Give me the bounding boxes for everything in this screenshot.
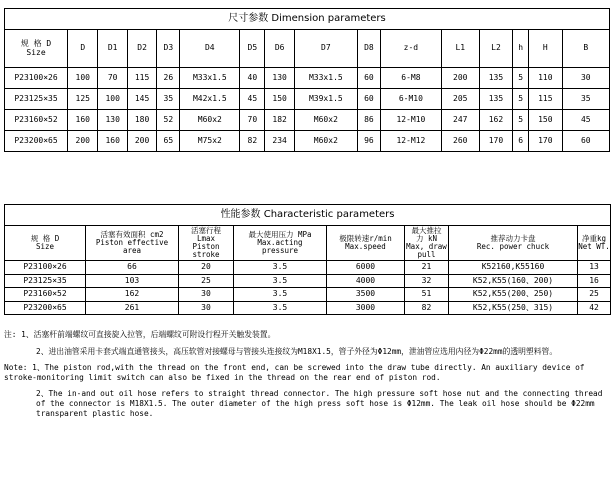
table-cell: 35 [562,89,609,110]
table-cell: K52,K55(160、200) [449,274,578,288]
table-row [5,68,610,89]
table-cell: 3000 [327,301,405,315]
table-cell: 6-M10 [380,89,441,110]
table-cell: 60 [562,131,609,152]
note-zh-2: 2、进出油管采用卡套式端直通管接头，高压软管对接螺母与管接头连接纹为M18X1.5，管子外径为Φ12mm，泄油管应选用内径为Φ22mm的透明塑料管。 [36,347,558,356]
table-cell: 12-M12 [380,131,441,152]
table-cell: 6-M8 [380,68,441,89]
speed-header: 极限转速r/min Max.speed [327,226,405,261]
pressure-header: 最大使用压力 MPa Max.acting pressure [234,226,327,261]
col-header: L2 [479,30,513,68]
table-cell: 5 [513,110,529,131]
table-cell: M75x2 [180,131,240,152]
table-cell: 32 [405,274,449,288]
table-cell: 45 [240,89,265,110]
table-cell: 260 [441,131,479,152]
table-cell: 5 [513,89,529,110]
table-cell: 12-M10 [380,110,441,131]
note-en-2: 2、The in-and out oil hose refers to straight thread connector. The high pressure soft hose nut and the connecting thread of the connector is M18X1.5. The outer diameter of the high press soft hose is Φ12mm. The leak oil hose should be Φ22mm transparent plastic hose. [36,389,603,418]
table-cell: 110 [529,68,563,89]
table-cell: 115 [127,68,156,89]
table-cell: 82 [405,301,449,315]
table-cell: 3.5 [234,274,327,288]
table-cell: M60x2 [180,110,240,131]
col-header: h [513,30,529,68]
table-cell: 160 [68,110,98,131]
table-cell: 30 [179,288,234,302]
table-cell: 200 [441,68,479,89]
table-cell: 96 [357,131,380,152]
table-cell: 70 [98,68,127,89]
table-cell: M60x2 [294,110,357,131]
table-cell: 4000 [327,274,405,288]
table-cell: 135 [479,68,513,89]
table-cell: 182 [265,110,294,131]
table-cell: 200 [127,131,156,152]
net-weight-header: 净重kg Net WT. [578,226,611,261]
table-row [5,110,610,131]
table-cell: M60x2 [294,131,357,152]
size-cell: P23100×26 [5,68,68,89]
table-cell: 162 [479,110,513,131]
col-header: D7 [294,30,357,68]
size-cell: P23125×35 [5,89,68,110]
table-cell: 60 [357,68,380,89]
size-header: 规 格 D Size [5,30,68,68]
table-cell: 35 [157,89,180,110]
table-cell: M42x1.5 [180,89,240,110]
table-cell: 150 [265,89,294,110]
col-header: B [562,30,609,68]
table-cell: 51 [405,288,449,302]
table-cell: 30 [179,301,234,315]
power-chuck-header: 推荐动力卡盘 Rec. power chuck [449,226,578,261]
table-cell: 103 [86,274,179,288]
size-cell: P23125×35 [5,274,86,288]
table-cell: 170 [529,131,563,152]
piston-area-header: 活塞有效面积 cm2 Piston effective area [86,226,179,261]
table-cell: K52160,K55160 [449,261,578,275]
table-cell: 130 [265,68,294,89]
table-cell: 26 [157,68,180,89]
table-row [5,288,611,302]
table-cell: 234 [265,131,294,152]
table-cell: 70 [240,110,265,131]
table-cell: 82 [240,131,265,152]
table-cell: 135 [479,89,513,110]
table-cell: 205 [441,89,479,110]
size-cell: P23200×65 [5,131,68,152]
col-header: D1 [98,30,127,68]
col-header: D3 [157,30,180,68]
performance-table-title: 性能参数 Characteristic parameters [5,205,611,226]
table-cell: 160 [98,131,127,152]
table-cell: 25 [179,274,234,288]
table-cell: 170 [479,131,513,152]
col-header: D6 [265,30,294,68]
table-cell: 115 [529,89,563,110]
table-cell: 16 [578,274,611,288]
dimension-header-row [5,30,610,68]
table-cell: 25 [578,288,611,302]
table-cell: 3.5 [234,288,327,302]
size-cell: P23200×65 [5,301,86,315]
dimension-table-title: 尺寸参数 Dimension parameters [5,9,610,30]
table-cell: 42 [578,301,611,315]
table-cell: 66 [86,261,179,275]
table-cell: K52,K55(250、315) [449,301,578,315]
col-header: z-d [380,30,441,68]
table-cell: K52,K55(200、250) [449,288,578,302]
table-cell: 200 [68,131,98,152]
table-cell: 261 [86,301,179,315]
table-cell: 3.5 [234,261,327,275]
performance-header-row [5,226,611,261]
table-cell: 6000 [327,261,405,275]
table-cell: 100 [98,89,127,110]
table-cell: M33x1.5 [294,68,357,89]
notes-section [4,330,610,419]
table-cell: 125 [68,89,98,110]
table-cell: 5 [513,68,529,89]
table-cell: 3.5 [234,301,327,315]
size-cell: P23160×52 [5,288,86,302]
table-row [5,131,610,152]
dimension-table [4,8,610,152]
table-cell: 20 [179,261,234,275]
table-cell: 162 [86,288,179,302]
table-cell: M33x1.5 [180,68,240,89]
table-cell: 150 [529,110,563,131]
pull-force-header: 最大推拉 力 kN Max, draw pull [406,226,447,259]
col-header: D8 [357,30,380,68]
table-row [5,89,610,110]
table-row [5,261,611,275]
note-en-1: Note: 1、The piston rod,with the thread on the front end, can be screwed into the draw tube directly. An auxiliary device of stroke-monitoring limit switch can also be fixed in the thread on the rear end of piston rod. [4,363,585,382]
col-header: H [529,30,563,68]
size-cell: P23160×52 [5,110,68,131]
note-zh-1: 注: 1、活塞杆前端螺纹可直接旋入拉管，后端螺纹可附设行程开关触发装置。 [4,330,276,339]
table-cell: 21 [405,261,449,275]
table-cell: 45 [562,110,609,131]
table-cell: 13 [578,261,611,275]
size-header: 规 格 D Size [5,226,86,261]
table-cell: 180 [127,110,156,131]
table-cell: 30 [562,68,609,89]
col-header: D [68,30,98,68]
table-row [5,274,611,288]
table-cell: 130 [98,110,127,131]
table-cell: 3500 [327,288,405,302]
table-row [5,301,611,315]
table-cell: 247 [441,110,479,131]
col-header: D5 [240,30,265,68]
table-cell: 65 [157,131,180,152]
table-cell: 52 [157,110,180,131]
table-cell: 40 [240,68,265,89]
size-cell: P23100×26 [5,261,86,275]
table-cell: 86 [357,110,380,131]
col-header: D2 [127,30,156,68]
performance-table [4,204,611,315]
col-header: D4 [180,30,240,68]
table-cell: 60 [357,89,380,110]
stroke-header: 活塞行程 Lmax Piston stroke [179,226,234,261]
table-cell: 145 [127,89,156,110]
table-cell: 100 [68,68,98,89]
col-header: L1 [441,30,479,68]
table-cell: M39x1.5 [294,89,357,110]
table-cell: 6 [513,131,529,152]
